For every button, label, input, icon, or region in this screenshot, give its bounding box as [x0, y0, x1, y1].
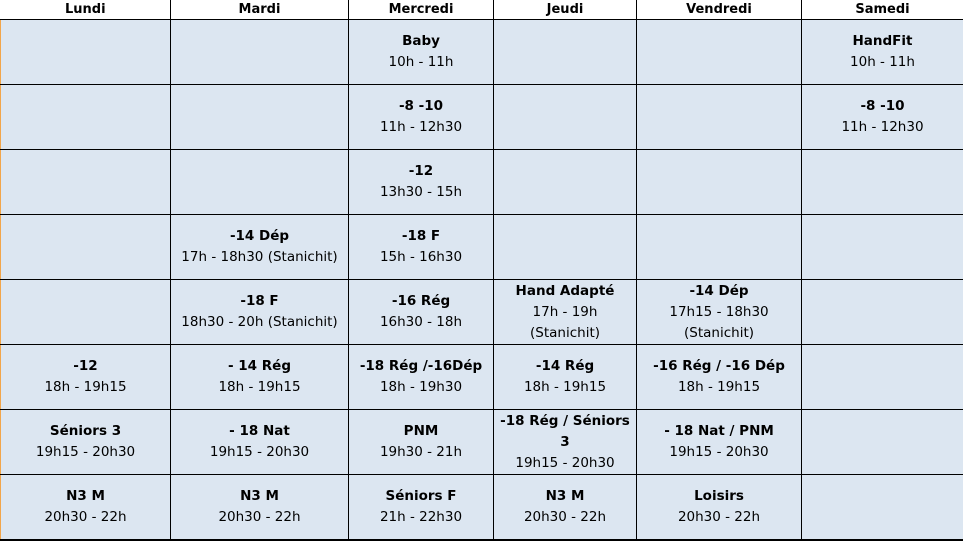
slot-title: -18 Rég / Séniors 3	[500, 412, 630, 450]
schedule-cell-samedi	[802, 85, 963, 150]
schedule-cell-jeudi	[494, 215, 637, 280]
slot-time: 18h - 19h15	[218, 379, 301, 395]
slot-time: 19h15 - 20h30	[669, 444, 769, 460]
slot-title: -14 Dép	[229, 228, 290, 244]
slot-time: 20h30 - 22h	[44, 509, 127, 525]
slot-time: 10h - 11h	[850, 54, 915, 70]
schedule-cell-lundi	[1, 475, 171, 541]
slot-time: 11h - 12h30	[379, 119, 463, 135]
schedule-cell-lundi	[1, 150, 171, 215]
table-row	[1, 85, 963, 150]
slot-time: 18h - 19h15	[677, 379, 761, 395]
slot-title: Séniors F	[385, 488, 457, 504]
slot-time: 19h15 - 20h30	[515, 454, 615, 471]
slot-time: 18h30 - 20h (Stanichit)	[181, 314, 338, 330]
training-slot	[1, 421, 170, 463]
schedule-cell-vendredi	[637, 475, 802, 541]
table-row	[1, 280, 963, 345]
training-slot	[349, 96, 493, 138]
schedule-cell-vendredi	[637, 345, 802, 410]
schedule-cell-lundi	[1, 20, 171, 85]
training-slot	[171, 356, 348, 398]
slot-title: - 14 Rég	[227, 358, 291, 374]
schedule-cell-lundi	[1, 280, 171, 345]
slot-time: 18h - 19h30	[379, 379, 463, 395]
slot-title: -16 Rég / -16 Dép	[653, 358, 785, 374]
table-row	[1, 475, 963, 541]
day-header-row	[1, 0, 963, 20]
training-slot	[494, 356, 636, 398]
training-slot	[637, 356, 801, 398]
slot-time: 16h30 - 18h	[379, 314, 463, 330]
day-header-samedi: Samedi	[802, 0, 963, 20]
slot-time: 18h - 19h15	[44, 379, 127, 395]
slot-title: -14 Dép	[689, 282, 749, 299]
schedule-cell-vendredi	[637, 20, 802, 85]
slot-time: 19h15 - 20h30	[209, 444, 310, 460]
slot-title: N3 M	[545, 488, 585, 504]
slot-time: 19h15 - 20h30	[35, 444, 136, 460]
schedule-cell-jeudi	[494, 410, 637, 475]
slot-title: - 18 Nat / PNM	[664, 423, 774, 439]
day-header-lundi: Lundi	[1, 0, 171, 20]
schedule-cell-vendredi	[637, 85, 802, 150]
slot-title: -12	[73, 358, 98, 374]
training-slot	[637, 421, 801, 463]
training-slot	[1, 356, 170, 398]
schedule-cell-mercredi	[349, 150, 494, 215]
training-slot	[494, 281, 636, 344]
slot-title: Hand Adapté	[515, 282, 615, 299]
schedule-cell-mercredi	[349, 410, 494, 475]
schedule-cell-lundi	[1, 215, 171, 280]
slot-title: -18 Rég /-16Dép	[359, 358, 483, 374]
slot-title: Baby	[402, 33, 440, 49]
slot-time: 20h30 - 22h	[218, 509, 301, 525]
training-slot	[802, 96, 963, 138]
schedule-cell-samedi	[802, 410, 963, 475]
schedule-cell-lundi	[1, 345, 171, 410]
slot-time: 17h - 19h	[532, 303, 598, 320]
table-row	[1, 150, 963, 215]
training-slot	[171, 486, 348, 528]
slot-title: -14 Rég	[535, 358, 595, 374]
training-slot	[1, 486, 170, 528]
schedule-cell-vendredi	[637, 215, 802, 280]
training-slot	[349, 421, 493, 463]
schedule-cell-lundi	[1, 410, 171, 475]
training-slot	[349, 161, 493, 203]
slot-time: 21h - 22h30	[379, 509, 463, 525]
schedule-cell-samedi	[802, 20, 963, 85]
training-slot	[349, 226, 493, 268]
schedule-cell-mercredi	[349, 215, 494, 280]
training-slot	[171, 291, 348, 333]
schedule-cell-mardi	[171, 85, 349, 150]
slot-time: 17h15 - 18h30	[669, 303, 769, 320]
schedule-cell-mercredi	[349, 280, 494, 345]
slot-time: 20h30 - 22h	[677, 509, 761, 525]
training-slot	[802, 31, 963, 73]
table-row	[1, 345, 963, 410]
schedule-cell-mardi	[171, 345, 349, 410]
slot-time: 19h30 - 21h	[379, 444, 463, 460]
slot-time: 13h30 - 15h	[379, 184, 463, 200]
schedule-cell-mercredi	[349, 85, 494, 150]
slot-time: 18h - 19h15	[523, 379, 607, 395]
schedule-cell-vendredi	[637, 410, 802, 475]
slot-title: -12	[408, 163, 434, 179]
schedule-cell-samedi	[802, 215, 963, 280]
schedule-cell-lundi	[1, 85, 171, 150]
slot-title: N3 M	[240, 488, 279, 504]
slot-title: Séniors 3	[49, 423, 122, 439]
slot-time: (Stanichit)	[530, 324, 600, 341]
schedule-cell-mercredi	[349, 475, 494, 541]
training-slot	[349, 291, 493, 333]
slot-title: - 18 Nat	[229, 423, 290, 439]
training-slot	[637, 281, 801, 344]
schedule-cell-jeudi	[494, 345, 637, 410]
table-row	[1, 215, 963, 280]
slot-title: PNM	[403, 423, 439, 439]
slot-title: HandFit	[852, 33, 913, 49]
training-slot	[494, 486, 636, 528]
training-slot	[349, 31, 493, 73]
slot-time: 20h30 - 22h	[523, 509, 607, 525]
training-slot	[637, 486, 801, 528]
slot-title: -16 Rég	[391, 293, 451, 309]
training-slot	[494, 411, 636, 474]
schedule-cell-vendredi	[637, 150, 802, 215]
slot-time: 10h - 11h	[388, 54, 454, 70]
slot-title: -18 F	[240, 293, 279, 309]
slot-title: -8 -10	[398, 98, 444, 114]
schedule-cell-jeudi	[494, 150, 637, 215]
training-slot	[171, 421, 348, 463]
table-row	[1, 20, 963, 85]
schedule-cell-jeudi	[494, 85, 637, 150]
training-slot	[349, 356, 493, 398]
schedule-cell-mardi	[171, 215, 349, 280]
slot-title: -18 F	[401, 228, 441, 244]
schedule-cell-jeudi	[494, 20, 637, 85]
day-header-vendredi: Vendredi	[637, 0, 802, 20]
slot-title: N3 M	[66, 488, 105, 504]
schedule-cell-samedi	[802, 280, 963, 345]
schedule-cell-mardi	[171, 475, 349, 541]
slot-time: 11h - 12h30	[841, 119, 924, 135]
slot-time: (Stanichit)	[684, 324, 754, 341]
schedule-cell-mercredi	[349, 345, 494, 410]
schedule-cell-mardi	[171, 410, 349, 475]
training-slot	[349, 486, 493, 528]
schedule-cell-mardi	[171, 150, 349, 215]
schedule-cell-mardi	[171, 20, 349, 85]
schedule-cell-jeudi	[494, 475, 637, 541]
day-header-mardi: Mardi	[171, 0, 349, 20]
day-header-mercredi: Mercredi	[349, 0, 494, 20]
slot-title: Loisirs	[694, 488, 744, 504]
schedule-body	[1, 20, 963, 541]
schedule-cell-vendredi	[637, 280, 802, 345]
schedule-cell-jeudi	[494, 280, 637, 345]
schedule-cell-samedi	[802, 475, 963, 541]
schedule-cell-samedi	[802, 150, 963, 215]
slot-time: 15h - 16h30	[379, 249, 463, 265]
schedule-cell-samedi	[802, 345, 963, 410]
schedule-cell-mercredi	[349, 20, 494, 85]
slot-title: -8 -10	[860, 98, 905, 114]
training-slot	[171, 226, 348, 268]
schedule-cell-mardi	[171, 280, 349, 345]
slot-time: 17h - 18h30 (Stanichit)	[181, 249, 338, 265]
day-header-jeudi: Jeudi	[494, 0, 637, 20]
table-row	[1, 410, 963, 475]
